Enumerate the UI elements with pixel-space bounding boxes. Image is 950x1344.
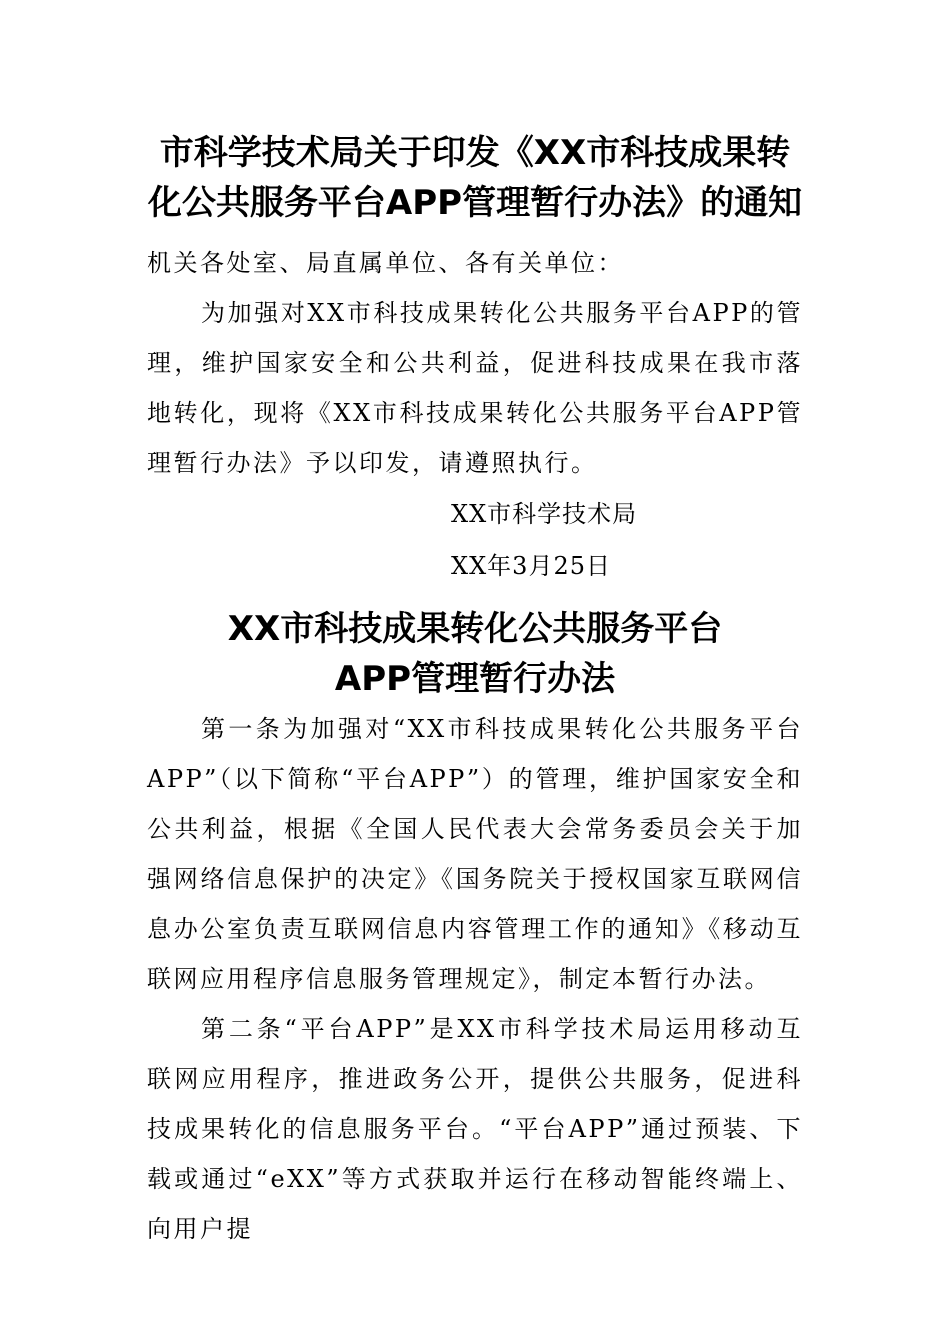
measures-title-line1: XX市科技成果转化公共服务平台 [227,609,723,649]
notice-title: 市科学技术局关于印发《XX市科技成果转化公共服务平台APP管理暂行办法》的通知 [147,133,803,223]
notice-date: XX年3月25日 [451,552,611,580]
measures-title [147,604,803,704]
article-2: 第二条“平台APP”是XX市科学技术局运用移动互联网应用程序，推进政务公开，提供公共服务，促进科技成果转化的信息服务平台。“平台APP”通过预装、下载或通过“eXX”等方式获取并运行在移动智能终端上、向用户提 [147,1015,803,1243]
notice-body: 为加强对XX市科技成果转化公共服务平台APP的管理，维护国家安全和公共利益，促进科技成果在我市落地转化，现将《XX市科技成果转化公共服务平台APP管理暂行办法》予以印发，请遵照执行。 [147,299,803,477]
article-1: 第一条为加强对“XX市科技成果转化公共服务平台APP”（以下简称“平台APP”）的管理，维护国家安全和公共利益，根据《全国人民代表大会常务委员会关于加强网络信息保护的决定》《国务院关于授权国家互联网信息办公室负责互联网信息内容管理工作的通知》《移动互联网应用程序信息服务管理规定》，制定本暂行办法。 [147,715,803,993]
measures-title-line2: APP管理暂行办法 [334,659,616,699]
document-page [147,128,803,1254]
notice-signer: XX市科学技术局 [451,500,638,528]
notice-addressee: 机关各处室、局直属单位、各有关单位： [147,249,624,277]
